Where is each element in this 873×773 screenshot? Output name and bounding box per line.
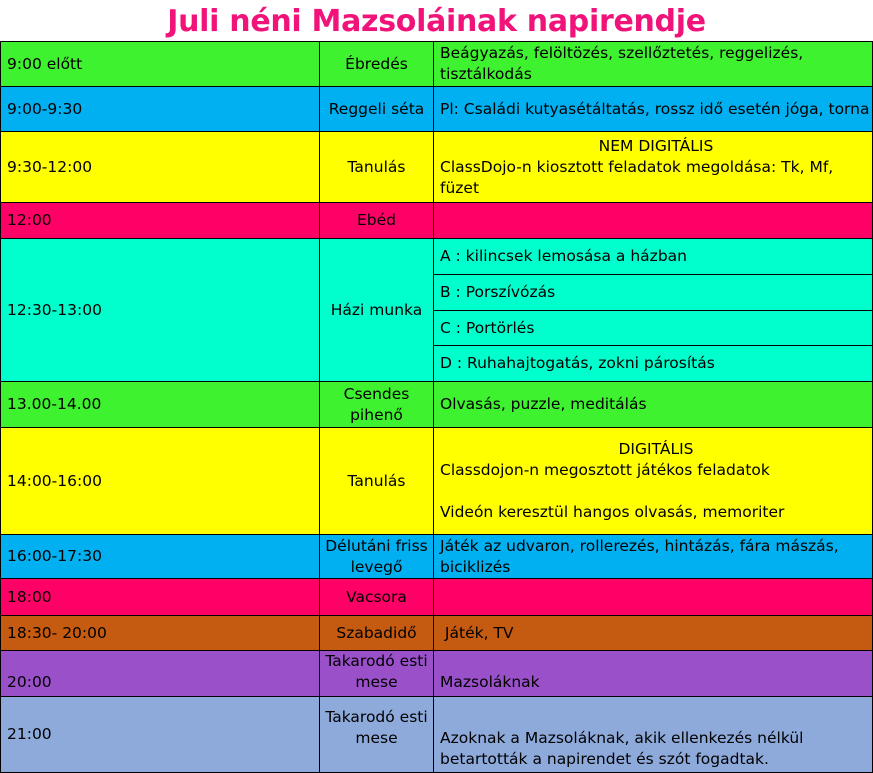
schedule-table [0, 41, 873, 773]
table-row [1, 651, 873, 697]
table-row [1, 132, 873, 203]
activity-cell: Reggeli séta [320, 87, 434, 132]
description-cell [434, 579, 873, 616]
description-cell: Pl: Családi kutyasétáltatás, rossz idő esetén jóga, torna [434, 87, 873, 132]
description-text-2: Videón keresztül hangos olvasás, memoriter [440, 503, 785, 521]
table-row [1, 203, 873, 239]
time-cell: 21:00 [1, 697, 320, 773]
subtask-cell: D : Ruhahajtogatás, zokni párosítás [434, 346, 873, 382]
description-cell [434, 132, 873, 203]
description-cell [434, 428, 873, 535]
activity-cell: Délutáni friss levegő [320, 535, 434, 579]
time-cell: 16:00-17:30 [1, 535, 320, 579]
time-cell: 12:30-13:00 [1, 239, 320, 382]
activity-cell: Tanulás [320, 132, 434, 203]
description-heading: DIGITÁLIS [618, 440, 694, 458]
time-cell: 18:00 [1, 579, 320, 616]
description-cell [434, 203, 873, 239]
activity-cell: Takarodó esti mese [320, 697, 434, 773]
table-row [1, 579, 873, 616]
description-cell: Játék, TV [434, 616, 873, 651]
time-cell: 20:00 [1, 651, 320, 697]
page-title: Juli néni Mazsoláinak napirendje [167, 4, 706, 39]
table-row [1, 42, 873, 87]
activity-cell: Vacsora [320, 579, 434, 616]
description-text: ClassDojo-n kiosztott feladatok megoldása: Tk, Mf, füzet [440, 157, 834, 197]
spacer [440, 481, 872, 502]
time-cell: 9:00-9:30 [1, 87, 320, 132]
table-row [1, 87, 873, 132]
subtask-cell: A : kilincsek lemosása a házban [434, 239, 873, 275]
table-row [1, 697, 873, 773]
activity-cell: Házi munka [320, 239, 434, 382]
activity-cell: Tanulás [320, 428, 434, 535]
time-cell: 9:00 előtt [1, 42, 320, 87]
time-cell: 12:00 [1, 203, 320, 239]
subtask-cell: C : Portörlés [434, 311, 873, 346]
table-row [1, 616, 873, 651]
description-cell: Olvasás, puzzle, meditálás [434, 382, 873, 428]
table-row [1, 382, 873, 428]
description-text: Classdojon-n megosztott játékos feladatok [440, 461, 770, 479]
activity-cell: Takarodó esti mese [320, 651, 434, 697]
activity-cell: Ébredés [320, 42, 434, 87]
time-cell: 9:30-12:00 [1, 132, 320, 203]
table-row [1, 239, 873, 275]
description-cell: Beágyazás, felöltözés, szellőztetés, reggelizés, tisztálkodás [434, 42, 873, 87]
activity-cell: Csendes pihenő [320, 382, 434, 428]
time-cell: 18:30- 20:00 [1, 616, 320, 651]
description-cell: Azoknak a Mazsoláknak, akik ellenkezés nélkül betartották a napirendet és szót fogadtak. [434, 697, 873, 773]
subtask-cell: B : Porszívózás [434, 275, 873, 311]
description-cell: Játék az udvaron, rollerezés, hintázás, fára mászás, biciklizés [434, 535, 873, 579]
table-row [1, 428, 873, 535]
activity-cell: Ebéd [320, 203, 434, 239]
time-cell: 14:00-16:00 [1, 428, 320, 535]
activity-cell: Szabadidő [320, 616, 434, 651]
description-cell: Mazsoláknak [434, 651, 873, 697]
table-row [1, 535, 873, 579]
time-cell: 13.00-14.00 [1, 382, 320, 428]
description-heading: NEM DIGITÁLIS [598, 136, 714, 155]
